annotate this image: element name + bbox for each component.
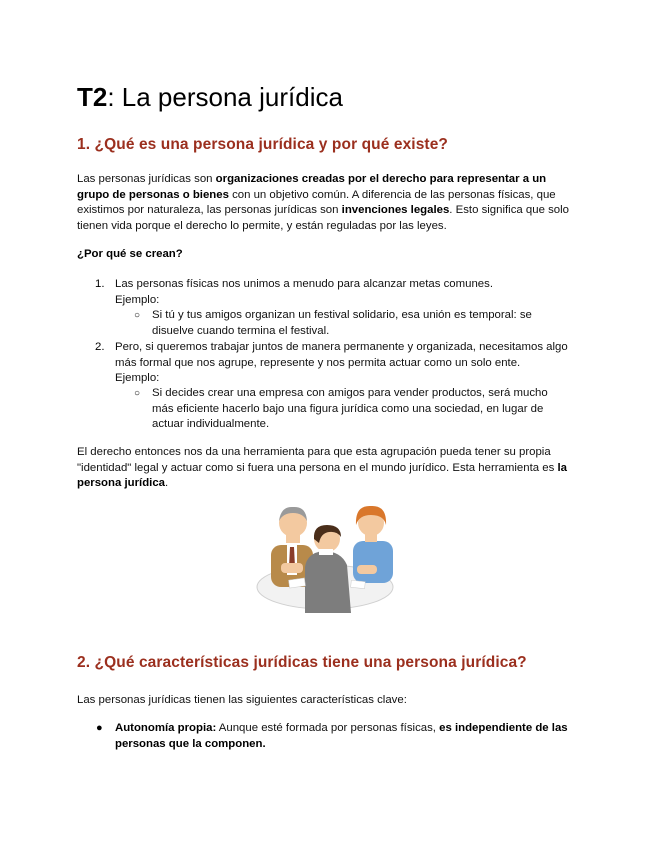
bold-text-run: organizaciones creadas por el derecho para representar a un grupo de personas o bienes [77, 173, 547, 201]
section-1-heading: 1. ¿Qué es una persona jurídica y por qué existe? [77, 136, 448, 153]
why-heading: ¿Por qué se crean? [77, 248, 183, 260]
text-run: con un objetivo común. A diferencia de las personas físicas, que existimos por naturaleza, las personas jurídicas son [77, 188, 556, 217]
bullet-icon: ● [96, 722, 103, 734]
bold-text-run: la persona jurídica [77, 461, 567, 490]
section-1-paragraph-2 [77, 445, 572, 492]
sub-bullet-icon: ○ [134, 310, 141, 321]
bold-text-run: es independiente de las personas que la componen. [115, 722, 568, 750]
text-run: El derecho entonces nos da una herramienta para que esta agrupación pueda tener su propia "identidad" legal y actuar como si fuera una persona en el mundo jurídico. Esta herramienta es [77, 446, 558, 474]
list-item-1-example: Si tú y tus amigos organizan un festival solidario, esa unión es temporal: se disuelve cuando termina el festival. [152, 309, 532, 337]
section-2-bullet-1 [115, 721, 575, 752]
title-bold: T2 [77, 82, 108, 112]
list-item-1-example-label: Ejemplo: [115, 294, 160, 306]
bold-text-run: invenciones legales [341, 204, 450, 217]
text-run: Aunque esté formada por personas físicas, [216, 722, 440, 734]
title-rest: : La persona jurídica [107, 82, 343, 112]
section-2-heading: 2. ¿Qué características jurídicas tiene una persona jurídica? [77, 654, 527, 671]
meeting-illustration [253, 495, 403, 613]
list-number-2: 2. [95, 341, 105, 353]
list-item-2-example-label: Ejemplo: [115, 372, 160, 384]
sub-bullet-icon: ○ [134, 388, 141, 399]
list-item-1-text: Las personas físicas nos unimos a menudo para alcanzar metas comunes. [115, 278, 493, 290]
section-1-paragraph-1 [77, 172, 572, 234]
list-item-2-text: Pero, si queremos trabajar juntos de manera permanente y organizada, necesitamos algo más formal que nos agrupe, represente y nos permita actuar como un solo ente. [115, 341, 568, 369]
list-number-1: 1. [95, 278, 105, 290]
text-run: Las personas jurídicas son [77, 173, 216, 185]
page-title [77, 80, 343, 114]
text-run: . [165, 477, 169, 490]
section-2-intro: Las personas jurídicas tienen las siguientes características clave: [77, 694, 407, 706]
list-item-2-example: Si decides crear una empresa con amigos para vender productos, será mucho más eficiente hacerlo bajo una figura jurídica como una sociedad, en lugar de actuar individualmente. [152, 387, 548, 431]
bold-text-run: Autonomía propia: [115, 722, 217, 734]
text-run: . Esto significa que solo tienen vida porque el derecho lo permite, y están reguladas por las leyes. [77, 204, 569, 232]
